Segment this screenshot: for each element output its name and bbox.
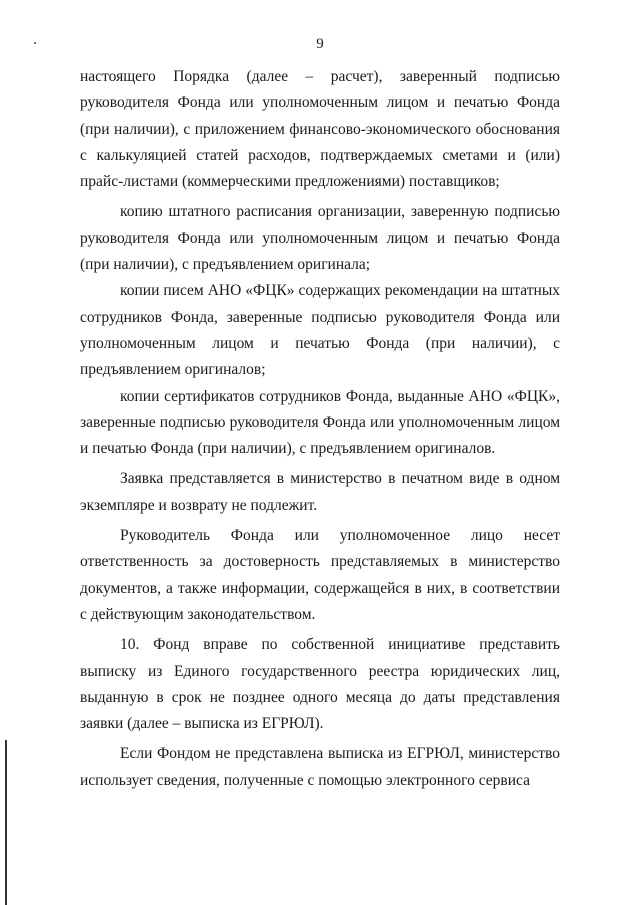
paragraph-item-10: 10. Фонд вправе по собственной инициативе представить выписку из Единого государственного реестра юридических лиц, выданную в срок не позднее одного месяца до даты представления заявки (далее – выписка из ЕГРЮЛ). bbox=[80, 636, 560, 733]
page-number: 9 bbox=[316, 36, 324, 52]
paragraph-certificates: копии сертификатов сотрудников Фонда, выданные АНО «ФЦК», заверенные подписью руководителя Фонда или уполномоченным лицом и печатью Фонда (при наличии), с предъявлением оригиналов. bbox=[80, 387, 560, 458]
paragraph-staff-schedule: копию штатного расписания организации, заверенную подписью руководителя Фонда или уполномоченным лицом и печатью Фонда (при наличии), с предъявлением оригинала; bbox=[80, 203, 560, 274]
paragraph-application-format: Заявка представляется в министерство в печатном виде в одном экземпляре и возврату не подлежит. bbox=[80, 470, 560, 514]
paragraph-letters: копии писем АНО «ФЦК» содержащих рекомендации на штатных сотрудников Фонда, заверенные подписью руководителя Фонда или уполномоченным лицом и печатью Фонда (при наличии), с предъявлением оригиналов; bbox=[80, 282, 560, 379]
scan-edge-line bbox=[5, 740, 7, 905]
paragraph-responsibility: Руководитель Фонда или уполномоченное лицо несет ответственность за достоверность представляемых в министерство документов, а также информации, содержащейся в них, в соответствии с действующим законодательством. bbox=[80, 527, 560, 623]
paragraph-continuation: настоящего Порядка (далее – расчет), заверенный подписью руководителя Фонда или уполномоченным лицом и печатью Фонда (при наличии), с приложением финансово-экономического обоснования с калькуляцией статей расходов, подтверждаемых сметами и (или) прайс-листами (коммерческими предложениями) поставщиков; bbox=[80, 68, 560, 191]
paragraph-egrul-service: Если Фондом не представлена выписка из ЕГРЮЛ, министерство использует сведения, полученные с помощью электронного сервиса bbox=[80, 745, 560, 789]
document-body bbox=[80, 64, 560, 794]
